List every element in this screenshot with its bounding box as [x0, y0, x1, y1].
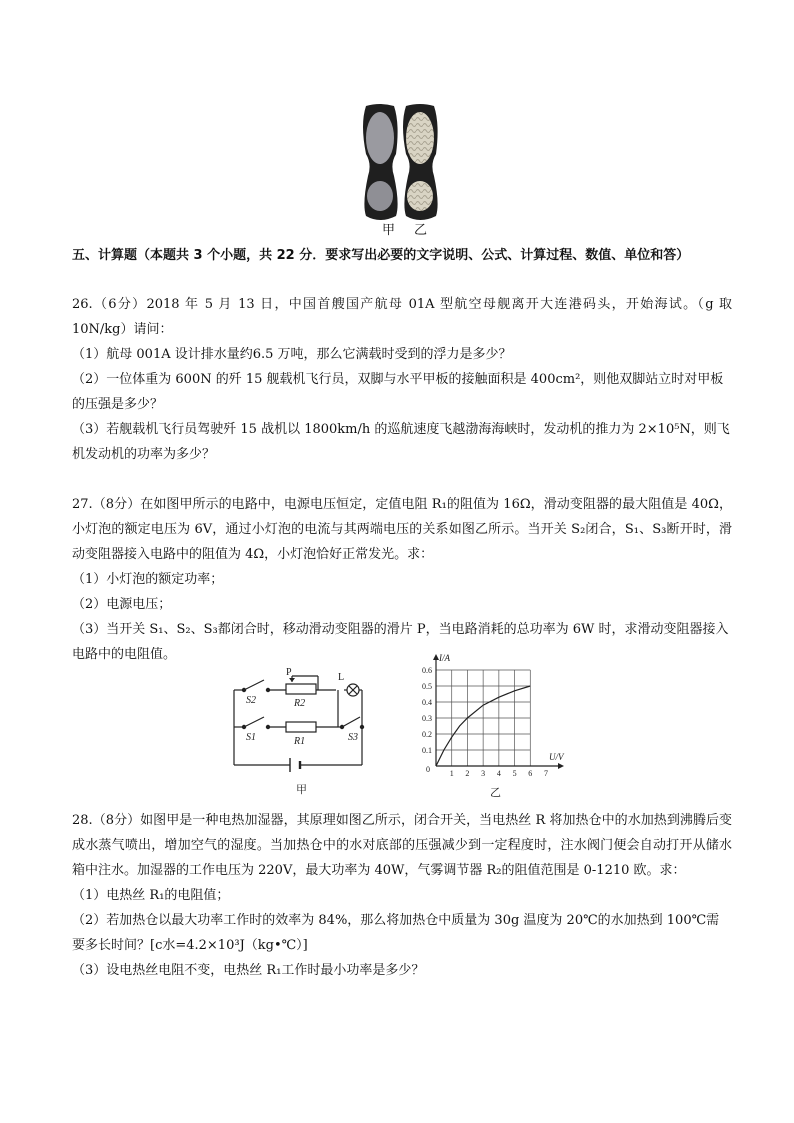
- graph-grid: [436, 670, 530, 766]
- x-tick-label: 4: [496, 769, 501, 778]
- x-tick-label: 1: [449, 769, 454, 778]
- shoe-soles-figure: [360, 104, 442, 234]
- q28-sub2: （2）若加热仓以最大功率工作时的效率为 84%，那么将加热仓中质量为 30g 温度为 20℃的水加热到 100℃需要多长时间？[c水=4.2×10³J（kg•℃）]: [72, 913, 720, 953]
- label-r2: R2: [294, 698, 306, 709]
- graph-ticks: [422, 666, 548, 778]
- q26-stem: 26.（6分）2018 年 5 月 13 日，中国首艘国产航母 01A 型航空母舰离开大连港码头，开始海试。（g 取 10N/kg）请问：: [72, 297, 732, 337]
- question-28: [72, 808, 732, 983]
- x-tick-label: 7: [544, 769, 548, 778]
- section-title: 五、计算题（本题共 3 个小题，共 22 分．要求写出必要的文字说明、公式、计算过程、数值、单位和答）: [72, 248, 690, 263]
- x-tick-label: 3: [481, 769, 486, 778]
- graph-caption: 乙: [490, 787, 501, 799]
- graph-y-label: I/A: [439, 653, 450, 663]
- q28-sub1: （1）电热丝 R₁的电阻值；: [72, 888, 230, 903]
- label-s2: S2: [246, 695, 256, 706]
- y-tick-label: 0.6: [422, 666, 432, 675]
- shoe-sole-yi: [403, 104, 438, 220]
- resistor-r1: [286, 722, 316, 732]
- x-tick-label: 2: [465, 769, 470, 778]
- label-r1: R1: [294, 736, 306, 747]
- label-l: L: [338, 672, 345, 683]
- q26-sub2: （2）一位体重为 600N 的歼 15 舰载机飞行员，双脚与水平甲板的接触面积是 400cm²，则他双脚站立时对甲板的压强是多少？: [72, 372, 724, 412]
- label-s1: S1: [246, 732, 256, 743]
- y-tick-label: 0.3: [422, 714, 432, 723]
- y-tick-label: 0.4: [422, 698, 432, 707]
- x-tick-label: 5: [512, 769, 517, 778]
- shoe-label-yi: 乙: [413, 223, 428, 238]
- shoe-sole-jia: [363, 104, 398, 220]
- resistor-r2: [286, 684, 316, 694]
- q26-sub1: （1）航母 001A 设计排水量约6.5 万吨，那么它满载时受到的浮力是多少？: [72, 347, 512, 362]
- label-s3: S3: [348, 732, 358, 743]
- label-p: P: [286, 667, 292, 678]
- question-26: [72, 292, 732, 467]
- y-tick-label: 0.5: [422, 682, 432, 691]
- q28-stem: 28.（8分）如图甲是一种电热加湿器，其原理如图乙所示，闭合开关，当电热丝 R 将加热仓中的水加热到沸腾后变成水蒸气喷出，增加空气的湿度。当加热仓中的水对底部的压强减少到一定程度时，注水阀门便会自动打开从储水箱中注水。加湿器的工作电压为 220V，最大功率为 40W，气雾调节器 R₂的阻值范围是 0-1210 欧。求：: [72, 813, 732, 878]
- iu-graph: [406, 650, 568, 800]
- q26-sub3: （3）若舰载机飞行员驾驶歼 15 战机以 1800km/h 的巡航速度飞越渤海海峡时，发动机的推力为 2×10⁵N，则飞机发动机的功率为多少？: [72, 422, 730, 462]
- q27-sub1: （1）小灯泡的额定功率；: [72, 572, 224, 587]
- graph-origin: 0: [426, 765, 430, 774]
- q28-sub3: （3）设电热丝电阻不变，电热丝 R₁工作时最小功率是多少？: [72, 963, 425, 978]
- shoe-figure-caption: [373, 219, 443, 238]
- graph-x-label: U/V: [549, 752, 564, 762]
- x-tick-label: 6: [528, 769, 533, 778]
- x-axis-arrow: [558, 763, 564, 769]
- q27-stem: 27.（8分）在如图甲所示的电路中，电源电压恒定，定值电阻 R₁的阻值为 16Ω，滑动变阻器的最大阻值是 40Ω，小灯泡的额定电压为 6V，通过小灯泡的电流与其两端电压的关系如图乙所示。当开关 S₂闭合，S₁、S₃断开时，滑动变阻器接入电路中的阻值为 4Ω，小灯泡恰好正常发光。求：: [72, 497, 732, 562]
- circuit-diagram: [228, 666, 403, 796]
- graph-axes: [433, 654, 564, 769]
- q27-sub2: （2）电源电压；: [72, 597, 172, 612]
- y-tick-label: 0.2: [422, 730, 432, 739]
- question-27: [72, 492, 732, 667]
- circuit-caption: 甲: [296, 784, 307, 796]
- shoe-label-jia: 甲: [381, 223, 396, 238]
- q27-sub3: （3）当开关 S₁、S₂、S₃都闭合时，移动滑动变阻器的滑片 P，当电路消耗的总功率为 6W 时，求滑动变阻器接入电路中的电阻值。: [72, 622, 729, 662]
- y-tick-label: 0.1: [422, 746, 432, 755]
